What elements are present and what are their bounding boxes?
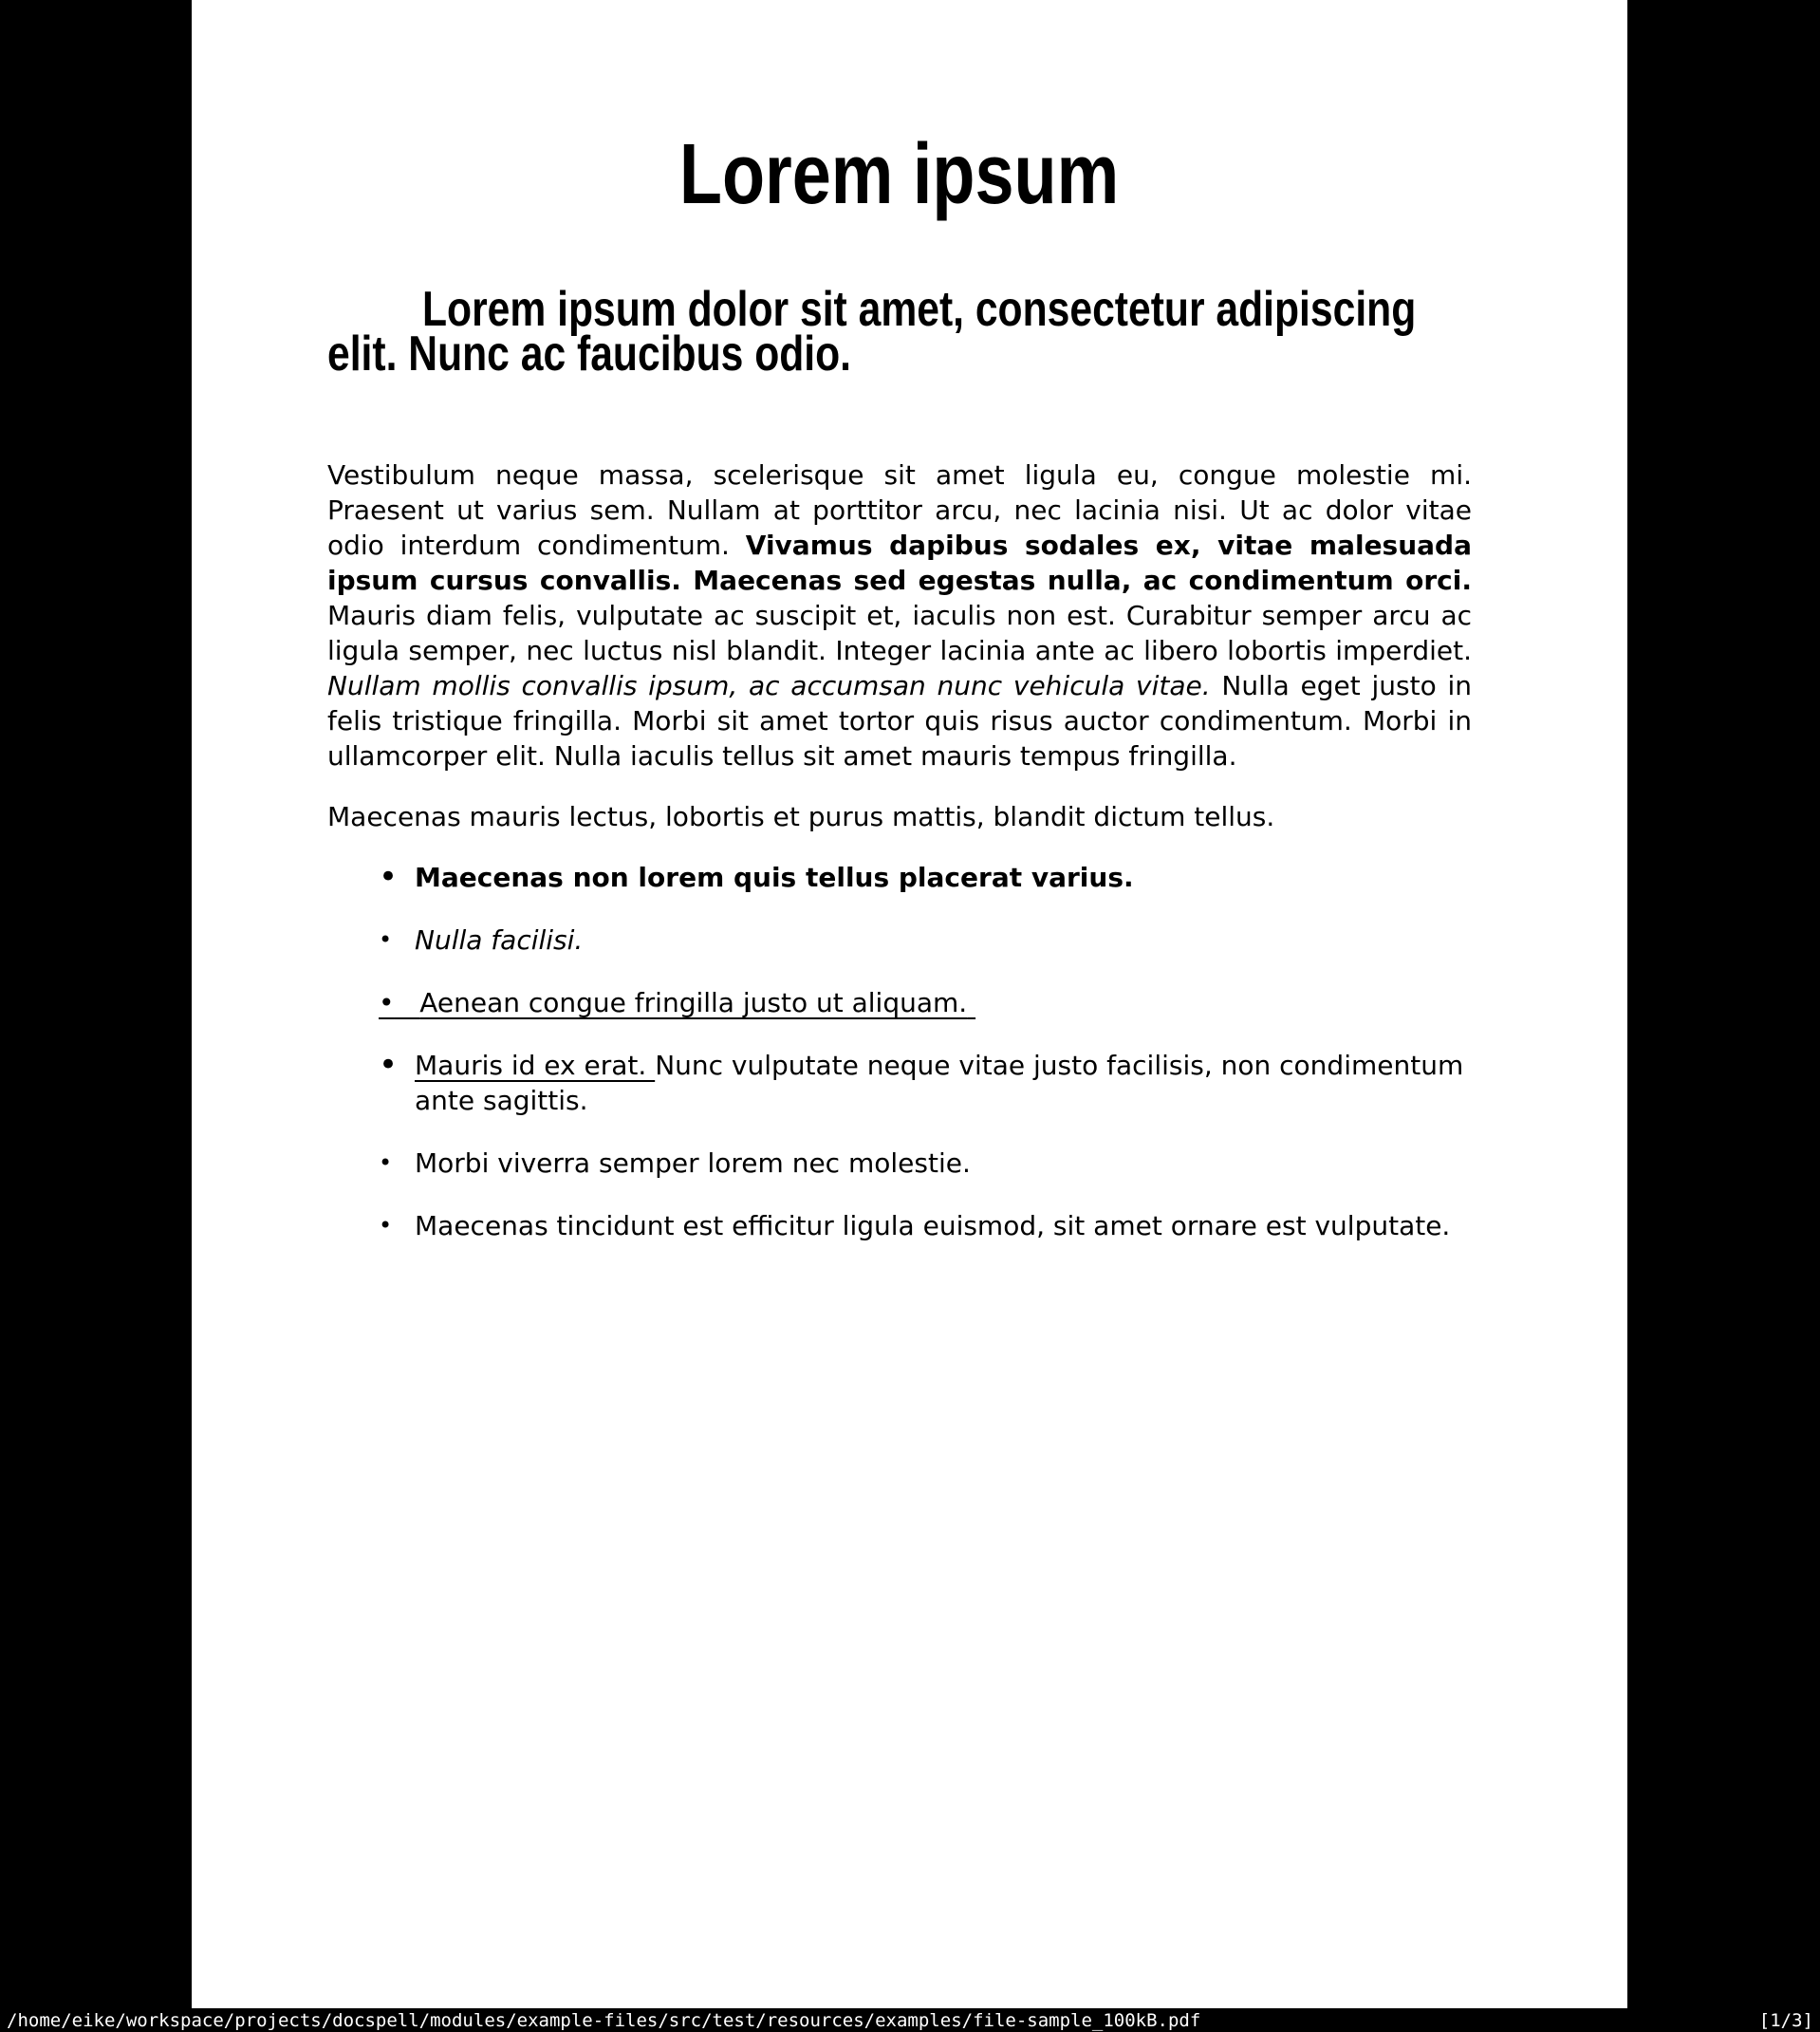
statusbar [0, 2008, 1820, 2032]
statusbar-page-indicator: [1/3] [1758, 2009, 1813, 2031]
list-item-4-text: Nunc vulputate neque vitae justo facilisis, non condimentum ante sagittis. [415, 1050, 1464, 1116]
paragraph-1-run-bold: Vivamus dapibus sodales ex, vitae malesuada ipsum cursus convallis. Maecenas sed egestas nulla, ac condimentum orci. [327, 530, 1472, 596]
list-item-4-underlined-lead: Mauris id ex erat. [415, 1050, 656, 1081]
paragraph-1-run-normal-1: Vestibulum neque massa, scelerisque sit amet ligula eu, congue molestie mi. Praesent ut varius sem. Nullam at porttitor arcu, nec lacinia nisi. Ut ac dolor vitae odio interdum condimentum. [327, 459, 1472, 561]
bullet-icon: • [379, 1212, 393, 1239]
list-item-2 [327, 923, 1472, 958]
paragraph-1 [327, 457, 1472, 774]
document-title-text: Lorem ipsum [679, 127, 1120, 222]
list-item-4 [327, 1048, 1472, 1118]
bullet-icon: • [379, 1149, 393, 1176]
bullet-icon: • [379, 987, 395, 1018]
bullet-list [327, 860, 1472, 1243]
list-item-3-underlined [379, 987, 975, 1018]
list-item-5 [327, 1146, 1472, 1181]
statusbar-file-path: /home/eike/workspace/projects/docspell/modules/example-files/src/test/resources/examples/file-sample_100kB.pdf [7, 2009, 1201, 2031]
list-item-5-text: Morbi viverra semper lorem nec molestie. [415, 1147, 971, 1179]
list-item-6-text: Maecenas tincidunt est efficitur ligula euismod, sit amet ornare est vulputate. [415, 1210, 1451, 1241]
paragraph-1-run-normal-3: Nulla eget justo in felis tristique fringilla. Morbi sit amet tortor quis risus auctor condimentum. Morbi in ullamcorper elit. Nulla iaculis tellus sit amet mauris tempus fringilla. [327, 670, 1472, 772]
document-subtitle [327, 282, 1472, 382]
paragraph-2: Maecenas mauris lectus, lobortis et purus mattis, blandit dictum tellus. [327, 801, 1275, 832]
bullet-icon: • [379, 926, 393, 953]
paragraph-1-run-normal-2: Mauris diam felis, vulputate ac suscipit et, iaculis non est. Curabitur semper arcu ac ligula semper, nec luctus nisl blandit. Integer lacinia ante ac libero lobortis imperdiet. [327, 600, 1472, 666]
pdf-page[interactable] [192, 0, 1627, 2032]
subtitle-line-1: Lorem ipsum dolor sit amet, consectetur adipiscing [422, 282, 1417, 337]
paragraph-1-run-italic: Nullam mollis convallis ipsum, ac accumsan nunc vehicula vitae. [327, 670, 1211, 701]
list-item-1 [327, 860, 1472, 895]
list-item-6 [327, 1208, 1472, 1243]
list-item-3 [327, 985, 1472, 1020]
list-item-1-text: Maecenas non lorem quis tellus placerat varius. [415, 862, 1134, 893]
bullet-icon: • [379, 858, 399, 896]
document-title [327, 127, 1472, 222]
list-item-3-text: Aenean congue fringilla justo ut aliquam. [419, 987, 968, 1018]
subtitle-line-2: elit. Nunc ac faucibus odio. [327, 326, 852, 382]
list-item-2-text: Nulla facilisi. [415, 924, 584, 956]
bullet-icon: • [379, 1046, 399, 1084]
